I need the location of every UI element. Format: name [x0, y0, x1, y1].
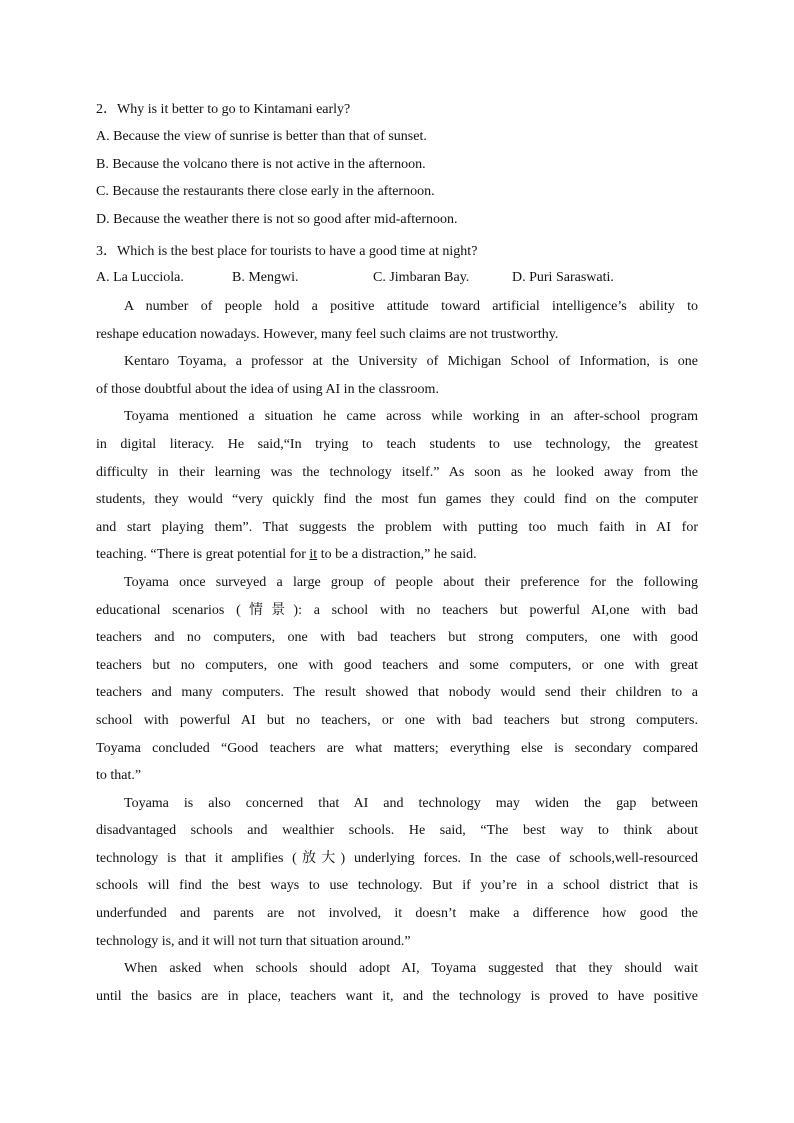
passage-line: Toyama concluded “Good teachers are what matters; everything else is secondary compared	[96, 740, 698, 756]
passage-line: Kentaro Toyama, a professor at the University of Michigan School of Information, is one	[124, 354, 698, 370]
passage-line: teachers and no computers, one with bad teachers but strong computers, one with good	[96, 630, 698, 646]
passage-line: technology is, and it will not turn that situation around.”	[96, 933, 411, 949]
passage-line: schools will find the best ways to use technology. But if you’re in a school district that is	[96, 878, 698, 894]
passage-line: educational scenarios (情景): a school with no teachers but powerful AI,one with bad	[96, 602, 698, 618]
passage-line: difficulty in their learning was the technology itself.” As soon as he looked away from the	[96, 464, 698, 480]
question-3-option-a: A. La Lucciola.	[96, 270, 184, 285]
passage-line: Toyama mentioned a situation he came across while working in an after-school program	[124, 409, 698, 425]
passage-line: in digital literacy. He said,“In trying to teach students to use technology, the greatest	[96, 436, 698, 452]
passage	[96, 293, 698, 1010]
underlined-word: it	[309, 547, 318, 563]
passage-line: underfunded and parents are not involved, it doesn’t make a difference how good the	[96, 906, 698, 922]
passage-line: to that.”	[96, 768, 142, 784]
passage-text: teaching. “There is great potential for	[96, 547, 310, 563]
question-3-option-c: C. Jimbaran Bay.	[373, 270, 470, 285]
question-2-option-b: B. Because the volcano there is not active in the afternoon.	[96, 157, 426, 172]
question-2-option-d: D. Because the weather there is not so good after mid-afternoon.	[96, 212, 458, 227]
passage-line: teachers but no computers, one with good teachers and some computers, or one with great	[96, 657, 698, 673]
passage-line: teachers and many computers. The result showed that nobody would send their children to a	[96, 685, 698, 701]
passage-line: students, they would “very quickly find the most fun games they could find on the computer	[96, 492, 698, 508]
passage-line: When asked when schools should adopt AI, Toyama suggested that they should wait	[124, 961, 698, 977]
question-2-option-a: A. Because the view of sunrise is better than that of sunset.	[96, 129, 427, 144]
passage-line: technology is that it amplifies (放大) underlying forces. In the case of schools,well-resourced	[96, 850, 698, 866]
question-2-option-c: C. Because the restaurants there close early in the afternoon.	[96, 184, 435, 199]
question-3-stem: 3．Which is the best place for tourists to have a good time at night?	[96, 244, 478, 259]
passage-line: of those doubtful about the idea of using AI in the classroom.	[96, 381, 439, 397]
passage-line: reshape education nowadays. However, many feel such claims are not trustworthy.	[96, 326, 559, 342]
question-3-option-b: B. Mengwi.	[232, 270, 299, 285]
question-2-stem: 2．Why is it better to go to Kintamani early?	[96, 102, 351, 117]
question-3-options	[96, 270, 614, 286]
passage-line: Toyama is also concerned that AI and technology may widen the gap between	[124, 795, 698, 811]
passage-line: and start playing them”. That suggests the problem with putting too much faith in AI for	[96, 519, 698, 535]
passage-line-underlined-it	[96, 541, 698, 569]
passage-line: disadvantaged schools and wealthier schools. He said, “The best way to think about	[96, 823, 698, 839]
passage-text: to be a distraction,” he said.	[317, 547, 477, 563]
passage-line: A number of people hold a positive attitude toward artificial intelligence’s ability to	[124, 299, 698, 314]
question-3-option-d: D. Puri Saraswati.	[512, 270, 614, 285]
passage-line: until the basics are in place, teachers want it, and the technology is proved to have positive	[96, 988, 698, 1004]
passage-line: school with powerful AI but no teachers, or one with bad teachers but strong computers.	[96, 712, 698, 728]
passage-line: Toyama once surveyed a large group of people about their preference for the following	[124, 574, 698, 590]
